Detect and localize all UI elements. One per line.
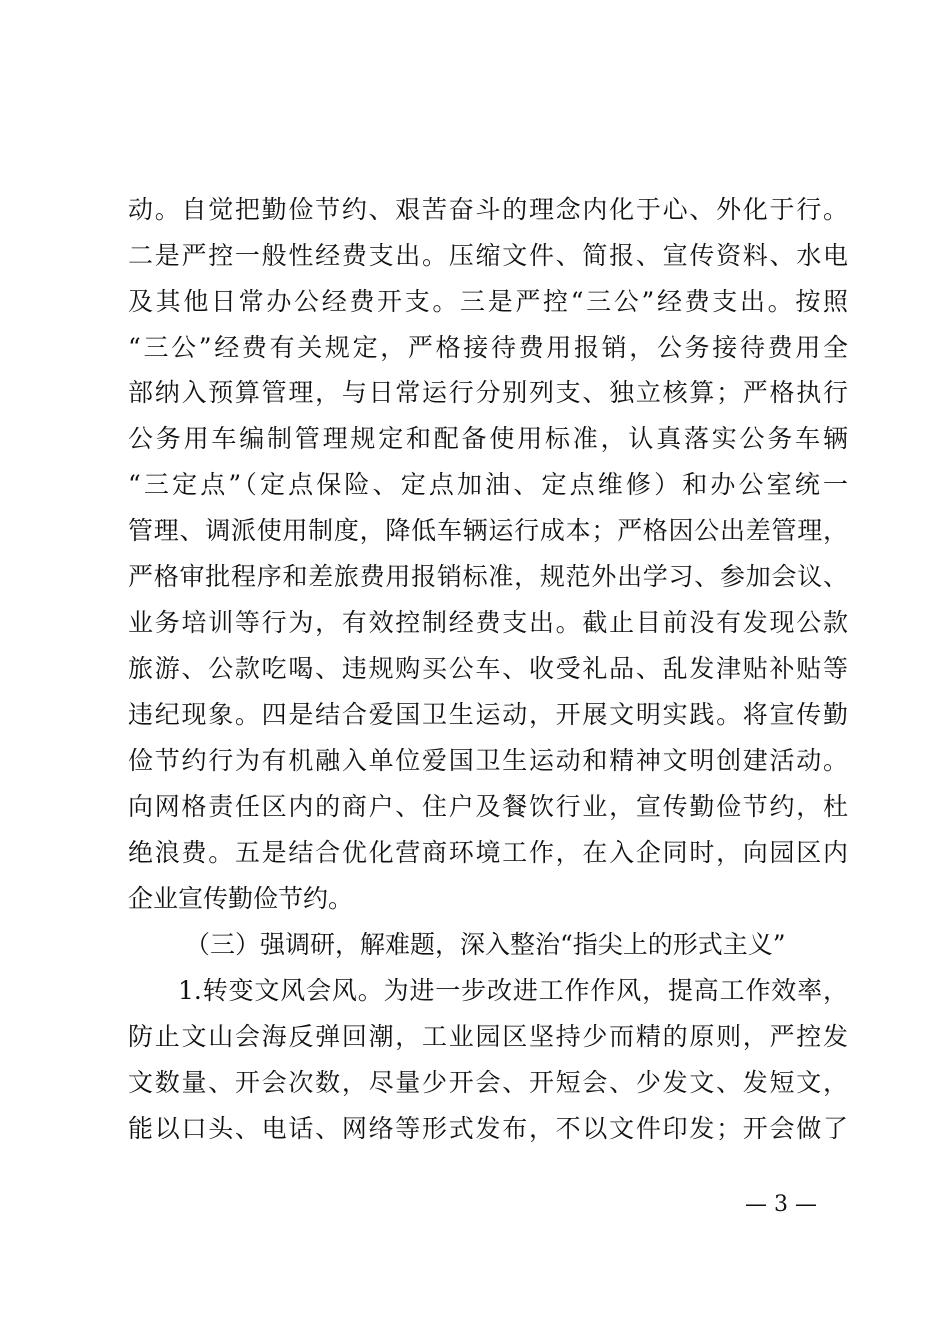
body-text-line: 文数量、开会次数，尽量少开会、开短会、少发文、发短文，	[128, 1068, 848, 1097]
body-text-line: 二是严控一般性经费支出。压缩文件、简报、宣传资料、水电	[128, 241, 848, 270]
body-text-line: 能以口头、电话、网络等形式发布，不以文件印发；开会做了	[128, 1114, 848, 1143]
body-text-line: 部纳入预算管理，与日常运行分别列支、独立核算；严格执行	[128, 378, 848, 407]
body-text-line: 管理、调派使用制度，降低车辆运行成本；严格因公出差管理，	[128, 516, 848, 545]
body-text-line: “三定点”（定点保险、定点加油、定点维修）和办公室统一	[128, 470, 848, 499]
body-text-line: 绝浪费。五是结合优化营商环境工作，在入企同时，向园区内	[128, 838, 848, 867]
section-heading: （三）强调研，解难题，深入整治“指尖上的形式主义”	[185, 930, 786, 959]
body-text-line: 向网格责任区内的商户、住户及餐饮行业，宣传勤俭节约，杜	[128, 792, 848, 821]
page-number: — 3 —	[745, 1192, 817, 1217]
body-text-line: 严格审批程序和差旅费用报销标准，规范外出学习、参加会议、	[128, 562, 848, 591]
body-text-line: 及其他日常办公经费开支。三是严控“三公”经费支出。按照	[128, 287, 848, 316]
body-text-line: “三公”经费有关规定，严格接待费用报销，公务接待费用全	[128, 333, 848, 362]
body-text-line: 动。自觉把勤俭节约、艰苦奋斗的理念内化于心、外化于行。	[128, 195, 848, 224]
body-text-line: 防止文山会海反弹回潮，工业园区坚持少而精的原则，严控发	[128, 1022, 848, 1051]
body-text-line: 俭节约行为有机融入单位爱国卫生运动和精神文明创建活动。	[128, 746, 848, 775]
body-text-line: 企业宣传勤俭节约。	[128, 884, 354, 913]
body-text-line: 业务培训等行为，有效控制经费支出。截止目前没有发现公款	[128, 608, 848, 637]
body-text-line: 公务用车编制管理规定和配备使用标准，认真落实公务车辆	[128, 424, 848, 453]
paragraph-first-line: 1.转变文风会风。为进一步改进工作作风，提高工作效率，	[178, 976, 848, 1005]
body-text-line: 违纪现象。四是结合爱国卫生运动，开展文明实践。将宣传勤	[128, 700, 848, 729]
body-text-line: 旅游、公款吃喝、违规购买公车、收受礼品、乱发津贴补贴等	[128, 654, 848, 683]
